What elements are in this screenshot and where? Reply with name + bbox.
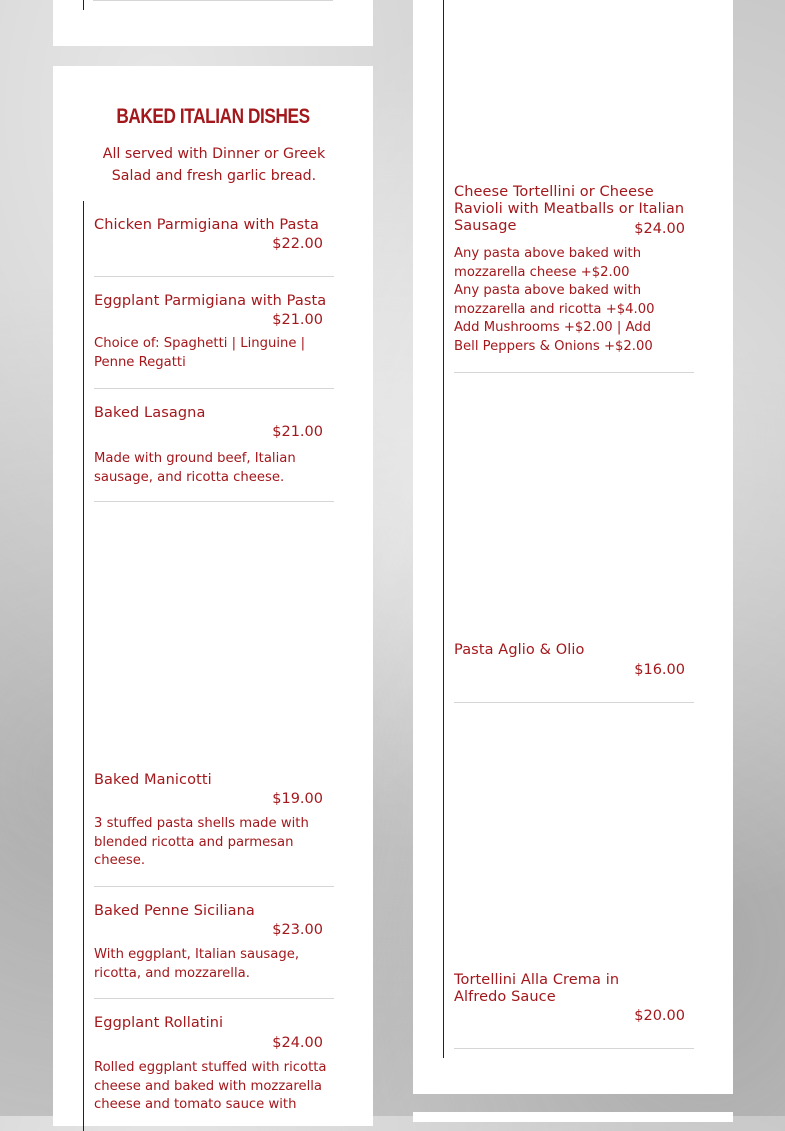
menu-item-name: Baked Penne Siciliana: [94, 903, 255, 919]
menu-item-price: $20.00: [634, 1008, 685, 1024]
menu-item-price: $24.00: [634, 221, 685, 237]
menu-item-description: Choice of: Spaghetti | Linguine | Penne Regatti: [94, 336, 306, 370]
menu-item-name: Pasta Aglio & Olio: [454, 642, 585, 658]
menu-item[interactable]: [94, 217, 334, 257]
item-separator: [454, 702, 694, 703]
item-separator: [454, 1048, 694, 1049]
item-separator: [94, 998, 334, 999]
item-separator: [94, 501, 334, 502]
menu-item[interactable]: [454, 972, 694, 1032]
menu-item[interactable]: [94, 1015, 334, 1115]
menu-item-description: Any pasta above baked with mozzarella cheese +$2.00 Any pasta above baked with mozzarella and ricotta +$4.00 Add Mushrooms +$2.00 | Add Bell Peppers & Onions +$2.00: [454, 246, 655, 354]
menu-item-name: Baked Manicotti: [94, 772, 212, 788]
menu-item-description: Rolled eggplant stuffed with ricotta cheese and baked with mozzarella cheese and tomato sauce with: [94, 1060, 327, 1112]
menu-item-name: Eggplant Rollatini: [94, 1015, 224, 1031]
menu-item-description: Made with ground beef, Italian sausage, and ricotta cheese.: [94, 451, 296, 485]
section-title: BAKED ITALIAN DISHES: [116, 105, 310, 128]
previous-section-column: [83, 0, 334, 10]
menu-item-name: Baked Lasagna: [94, 405, 206, 421]
menu-item[interactable]: [94, 903, 334, 983]
menu-item-price: $21.00: [272, 312, 323, 328]
item-separator: [94, 886, 334, 887]
item-separator: [94, 276, 334, 277]
menu-item[interactable]: [94, 772, 334, 872]
menu-item[interactable]: [454, 642, 694, 682]
menu-item-name: Tortellini Alla Crema in Alfredo Sauce: [454, 972, 620, 1005]
menu-item-price: $24.00: [272, 1035, 323, 1051]
menu-item-name: Chicken Parmigiana with Pasta: [94, 217, 319, 233]
menu-item-description: 3 stuffed pasta shells made with blended ricotta and parmesan cheese.: [94, 816, 309, 868]
menu-item-name: Cheese Tortellini or Cheese Ravioli with Meatballs or Italian Sausage: [454, 184, 685, 234]
menu-item-description: With eggplant, Italian sausage, ricotta, and mozzarella.: [94, 947, 300, 981]
item-separator: [93, 0, 333, 1]
menu-item[interactable]: [454, 184, 694, 359]
menu-item-price: $19.00: [272, 791, 323, 807]
next-section-card: [413, 1112, 733, 1122]
pasta-card: [413, 0, 733, 1094]
menu-item-price: $23.00: [272, 922, 323, 938]
menu-item-price: $21.00: [272, 424, 323, 440]
item-separator: [94, 388, 334, 389]
menu-item-name: Eggplant Parmigiana with Pasta: [94, 293, 327, 309]
menu-item-price: $16.00: [634, 662, 685, 678]
menu-item-price: $22.00: [272, 236, 323, 252]
section-subtitle: All served with Dinner or Greek Salad and fresh garlic bread.: [102, 146, 326, 184]
previous-section-card: [53, 0, 373, 46]
menu-item[interactable]: [94, 293, 334, 373]
menu-items-column-left: [83, 201, 344, 1131]
menu-item[interactable]: [94, 405, 334, 485]
baked-italian-dishes-card: [53, 66, 373, 1126]
item-separator: [454, 372, 694, 373]
menu-items-column-right: [443, 0, 704, 1058]
